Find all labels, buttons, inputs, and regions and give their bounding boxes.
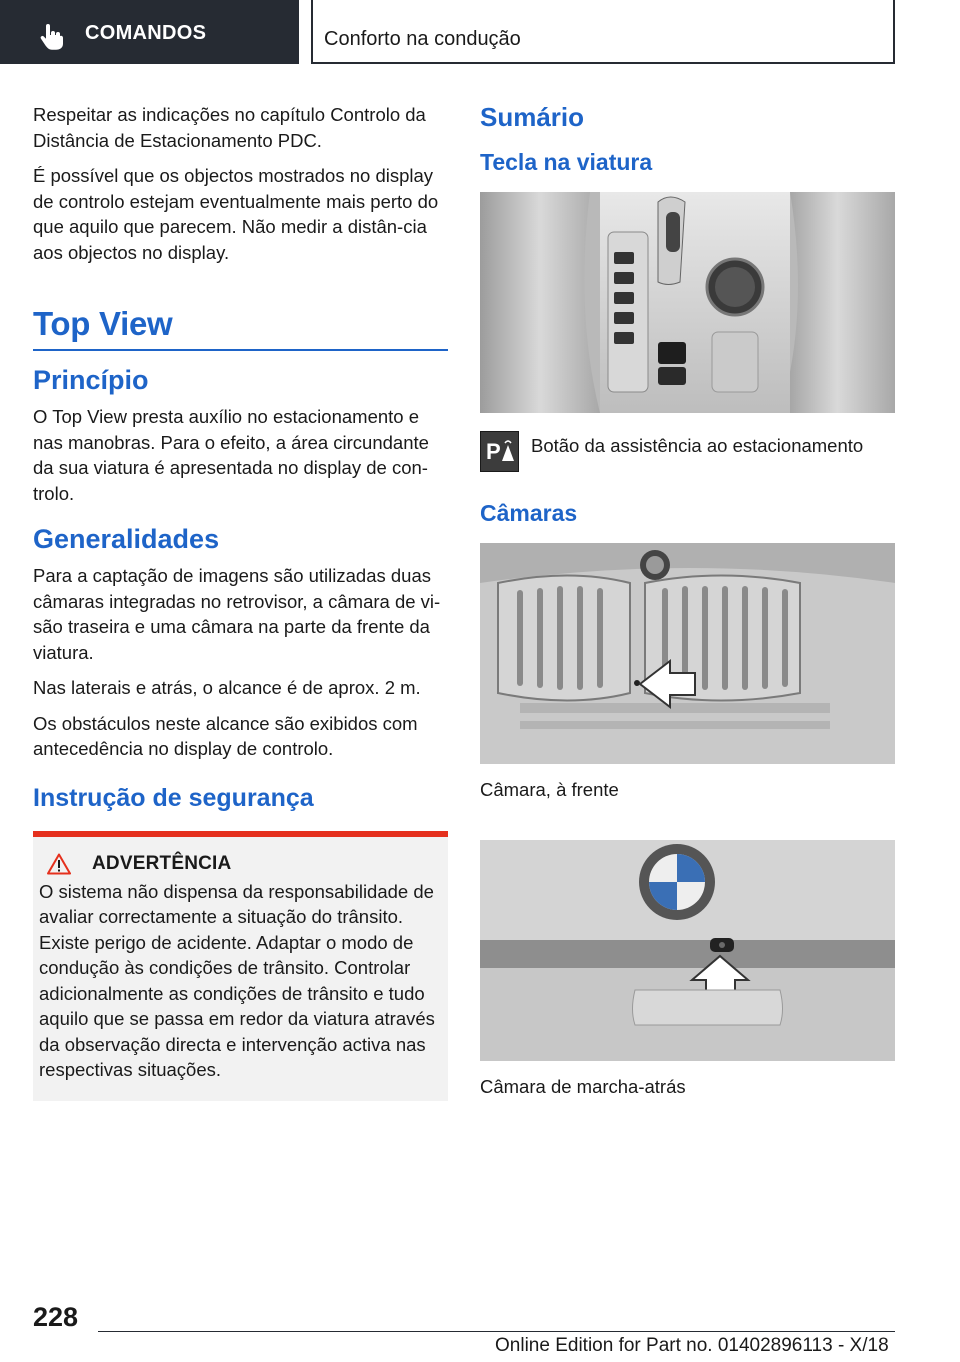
button-caption: Botão da assistência ao estacionamento	[531, 435, 864, 456]
hand-pointer-icon	[40, 24, 64, 50]
chapter-tab	[0, 0, 299, 64]
heading-seguranca: Instrução de segurança	[33, 783, 314, 812]
generalidades-paragraph-2: Nas laterais e atrás, o alcance é de aprox. 2 m.	[33, 677, 421, 698]
edition-note: Online Edition for Part no. 01402896113 - X/18	[495, 1335, 889, 1356]
console-photo	[480, 192, 895, 413]
generalidades-paragraph-3: Os obstáculos neste alcance são exibidos com antecedência no display de controlo.	[33, 712, 418, 759]
intro-paragraph-1: Respeitar as indicações no capítulo Controlo da Distância de Estacionamento PDC.	[33, 104, 426, 151]
button-legend	[480, 431, 896, 472]
warning-triangle-icon	[47, 853, 71, 875]
warning-header	[47, 853, 440, 875]
heading-sumario: Sumário	[480, 102, 585, 132]
front-camera-photo	[480, 543, 895, 764]
breadcrumb: Conforto na condução	[324, 28, 521, 50]
intro-paragraph-2: É possível que os objectos mostrados no display de controlo estejam eventualmente mais perto do que aquilo que parecem. Não medir a distân‐cia aos objectos no display.	[33, 165, 439, 263]
front-camera-caption: Câmara, à frente	[480, 779, 619, 800]
page-number: 228	[33, 1302, 79, 1332]
heading-principio: Princípio	[33, 365, 149, 395]
rear-camera-caption: Câmara de marcha-atrás	[480, 1076, 686, 1097]
park-assist-button-icon	[480, 431, 519, 472]
generalidades-paragraph-1: Para a captação de imagens são utilizadas duas câmaras integradas no retrovisor, a câmara de vi‐são traseira e uma câmara na parte da frente da viatura.	[33, 565, 441, 663]
rear-camera-photo	[480, 840, 895, 1061]
warning-title: ADVERTÊNCIA	[92, 852, 232, 874]
section-title-top-view: Top View	[33, 305, 173, 342]
chapter-tab-label: COMANDOS	[85, 22, 207, 44]
left-column	[33, 102, 448, 1101]
footer-rule	[98, 1331, 895, 1332]
warning-box	[33, 837, 448, 1101]
svg-text:P: P	[486, 439, 501, 464]
warning-text: O sistema não dispensa da responsabilidade de avaliar correctamente a situação do trânsito. Existe perigo de acidente. Adaptar o modo de condução às condições de trânsito. Controlar adicionalmente as condições de trânsito e tudo aquilo que se passa em redor da viatura através da observação directa e intervenção activa nas respectivas situações.	[39, 880, 435, 1080]
heading-camaras: Câmaras	[480, 500, 578, 526]
section-title-rule	[33, 349, 448, 351]
heading-generalidades: Generalidades	[33, 524, 220, 554]
right-column	[480, 102, 896, 1099]
heading-tecla: Tecla na viatura	[480, 149, 653, 175]
principio-paragraph: O Top View presta auxílio no estacionamento e nas manobras. Para o efeito, a área circundante da sua viatura é apresentada no display de con‐trolo.	[33, 406, 429, 504]
